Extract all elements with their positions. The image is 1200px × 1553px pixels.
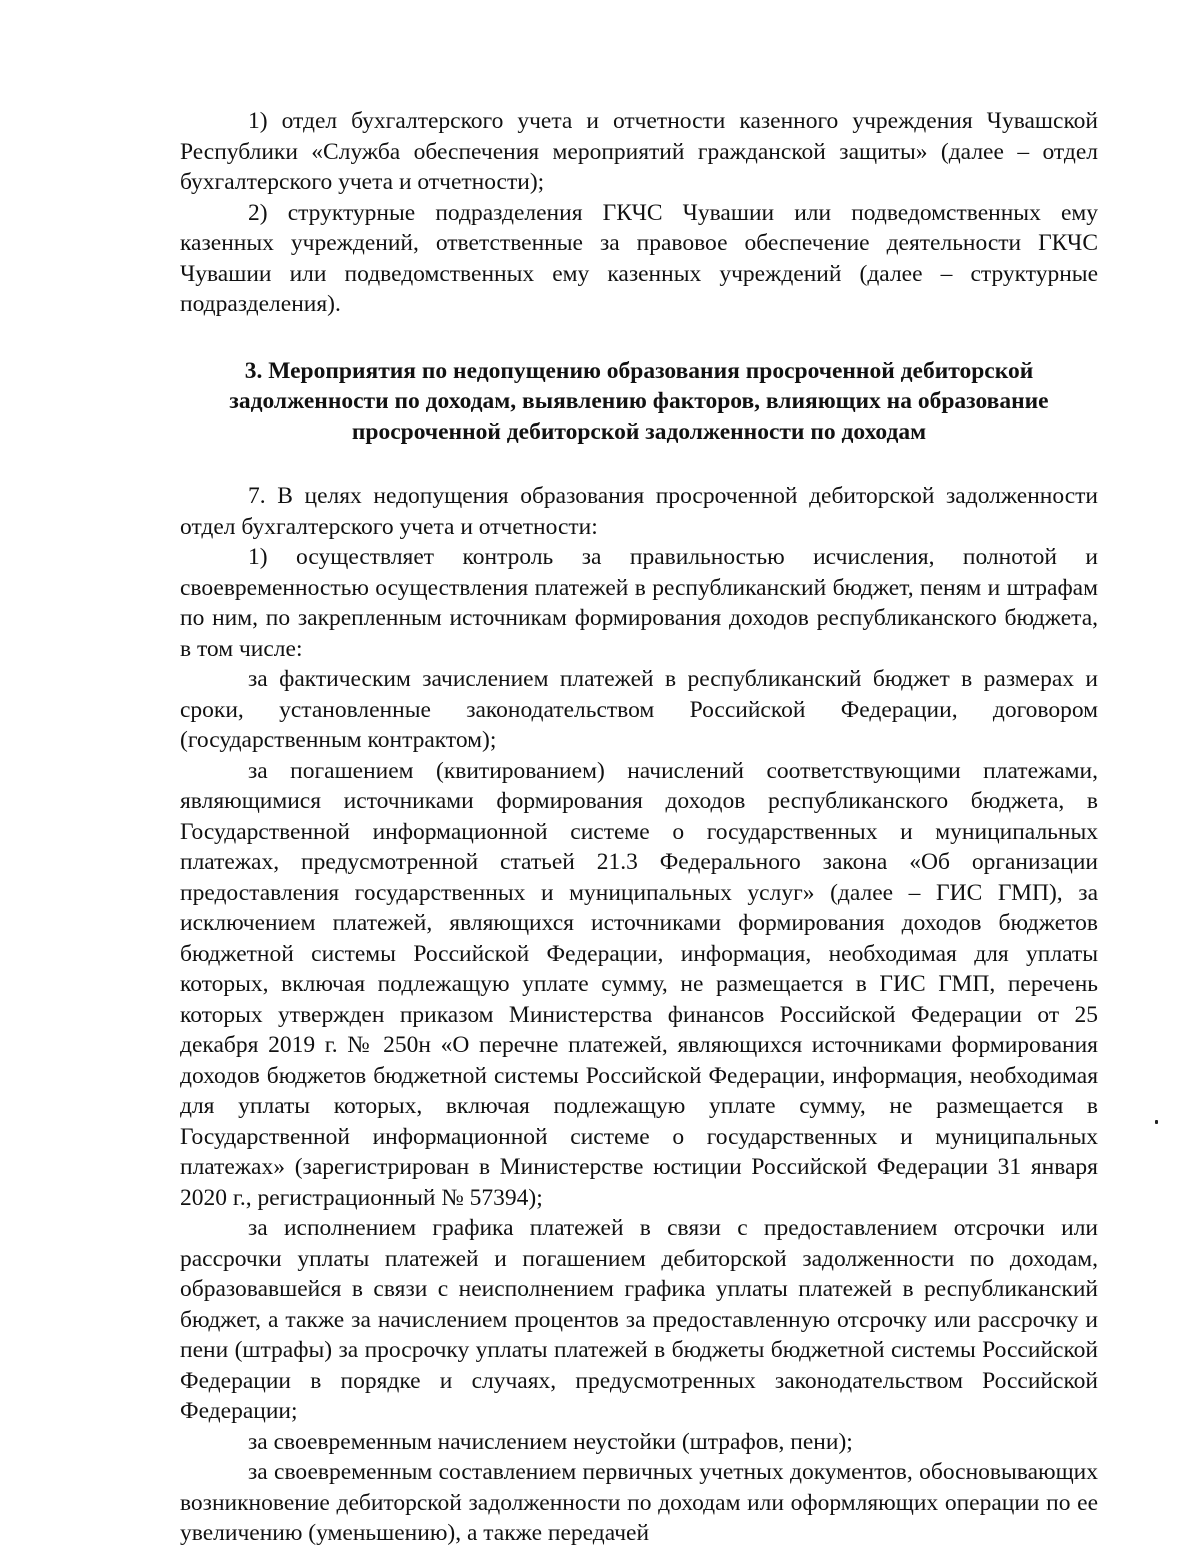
paragraph-accounting-department: 1) отдел бухгалтерского учета и отчетности казенного учреждения Чувашской Республики «Служба обеспечения мероприятий гражданской защиты» (далее – отдел бухгалтерского учета и отчетности); [180, 108, 1098, 195]
scan-speck [1155, 1120, 1158, 1124]
document-page [180, 106, 1098, 1549]
paragraph-structural-units: 2) структурные подразделения ГКЧС Чувашии или подведомственных ему казенных учреждений, ответственные за правовое обеспечение деятельности ГКЧС Чувашии или подведомственных ему казенных учреждений (далее – структурные подразделения). [180, 199, 1098, 317]
paragraph-reconciliation-gis-gmp: за погашением (квитированием) начислений соответствующими платежами, являющимися источниками формирования доходов республиканского бюджета, в Государственной информационной системе о государственных и муниципальных платежах, предусмотренной статьей 21.3 Федерального закона «Об организации предоставления государственных и муниципальных услуг» (далее – ГИС ГМП), за исключением платежей, являющихся источниками формирования доходов бюджетов бюджетной системы Российской Федерации, информация, необходимая для уплаты которых, включая подлежащую уплате сумму, не размещается в ГИС ГМП, перечень которых утвержден приказом Министерства финансов Российской Федерации от 25 декабря 2019 г. № 250н «О перечне платежей, являющихся источниками формирования доходов бюджетов бюджетной системы Российской Федерации, информация, необходимая для уплаты которых, включая подлежащую уплате сумму, не размещается в Государственной информационной системе о государственных и муниципальных платежах» (зарегистрирован в Министерстве юстиции Российской Федерации 31 января 2020 г., регистрационный № 57394); [180, 757, 1098, 1211]
section-heading-line-3: просроченной дебиторской задолженности по доходам [351, 418, 927, 445]
paragraph-control-payments: 1) осуществляет контроль за правильностью исчисления, полнотой и своевременностью осуществления платежей в республиканский бюджет, пеням и штрафам по ним, по закрепленным источникам формирования доходов республиканского бюджета, в том числе: [180, 544, 1098, 662]
paragraph-actual-crediting: за фактическим зачислением платежей в республиканский бюджет в размерах и сроки, установленные законодательством Российской Федерации, договором (государственным контрактом); [180, 666, 1098, 753]
paragraph-primary-documents: за своевременным составлением первичных учетных документов, обосновывающих возникновение дебиторской задолженности по доходам или оформляющих операции по ее увеличению (уменьшению), а также передачей [180, 1459, 1098, 1546]
section-heading-line-1: 3. Мероприятия по недопущению образования просроченной дебиторской [244, 357, 1034, 384]
section-heading-line-2: задолженности по доходам, выявлению факторов, влияющих на образование [229, 388, 1049, 414]
paragraph-item-7: 7. В целях недопущения образования просроченной дебиторской задолженности отдел бухгалтерского учета и отчетности: [180, 483, 1098, 540]
paragraph-payment-schedule: за исполнением графика платежей в связи с предоставлением отсрочки или рассрочки уплаты платежей и погашением дебиторской задолженности по доходам, образовавшейся в связи с неисполнением графика уплаты платежей в республиканский бюджет, а также за начислением процентов за предоставленную отсрочку или рассрочку и пени (штрафы) за просрочку уплаты платежей в бюджеты бюджетной системы Российской Федерации в порядке и случаях, предусмотренных законодательством Российской Федерации; [180, 1215, 1098, 1424]
paragraph-penalty-accrual: за своевременным начислением неустойки (штрафов, пени); [248, 1428, 853, 1455]
section-heading [180, 356, 1098, 448]
